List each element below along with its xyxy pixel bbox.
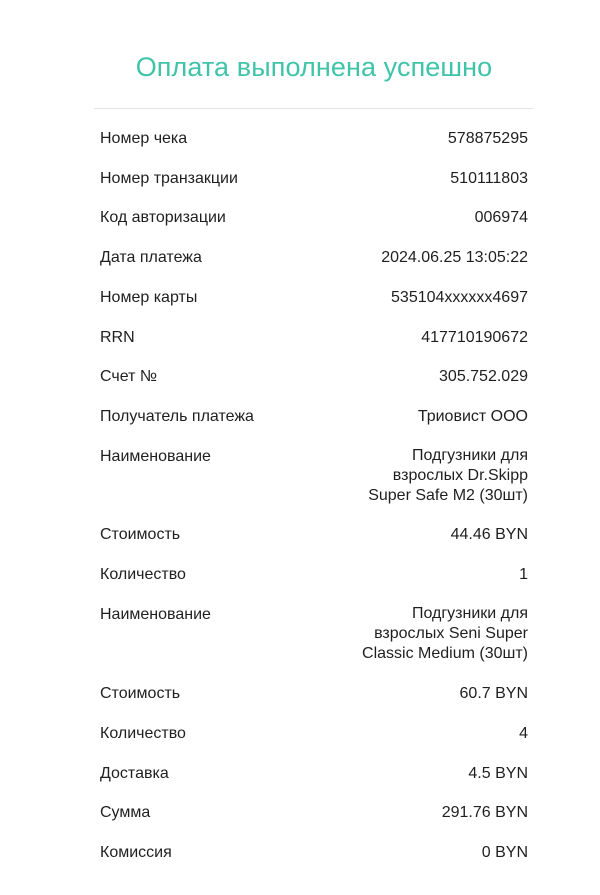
row-label: Доставка [100,765,169,782]
row-label: Стоимость [100,685,181,702]
item-name-line: Подгузники для [411,605,528,622]
row-value: 60.7 BYN [459,685,528,702]
row-value: 006974 [474,209,528,226]
row-label: Номер карты [100,289,198,306]
row-label: Счет № [100,368,158,385]
row-label: Код авторизации [100,209,226,226]
row-value [308,446,528,506]
row-value: 510111803 [450,170,528,187]
row-value: 291.76 BYN [441,804,528,821]
row-label: Сумма [100,804,151,821]
row-label: Номер транзакции [100,170,238,187]
row-label: Наименование [100,606,211,623]
row-label: Стоимость [100,526,181,543]
item-name-line: Classic Medium (30шт) [362,645,528,662]
row-value: 4 [519,725,528,742]
row-value: Триовист ООО [417,408,528,425]
row-label: Количество [100,725,186,742]
title-divider [94,108,533,109]
row-label: Получатель платежа [100,408,254,425]
item-name-line: взрослых Seni Super [374,625,528,642]
page-title: Оплата выполнена успешно [135,52,493,82]
row-label: Комиссия [100,844,172,861]
row-value: 1 [519,566,528,583]
item-name-line: взрослых Dr.Skipp [392,467,528,484]
row-value: 417710190672 [421,329,528,346]
row-label: Наименование [100,448,211,465]
row-label: Количество [100,566,186,583]
row-value [308,604,528,664]
row-value: 2024.06.25 13:05:22 [381,249,528,266]
row-value: 578875295 [447,130,528,147]
row-value: 44.46 BYN [450,526,528,543]
row-value: 305.752.029 [439,368,528,385]
row-label: RRN [100,329,135,346]
row-label: Номер чека [100,130,188,147]
item-name-line: Подгузники для [411,447,528,464]
row-label: Дата платежа [100,249,202,266]
row-value: 535104xxxxxx4697 [391,289,528,306]
row-value: 0 BYN [481,844,528,861]
row-value: 4.5 BYN [468,765,528,782]
item-name-line: Super Safe M2 (30шт) [368,487,528,504]
